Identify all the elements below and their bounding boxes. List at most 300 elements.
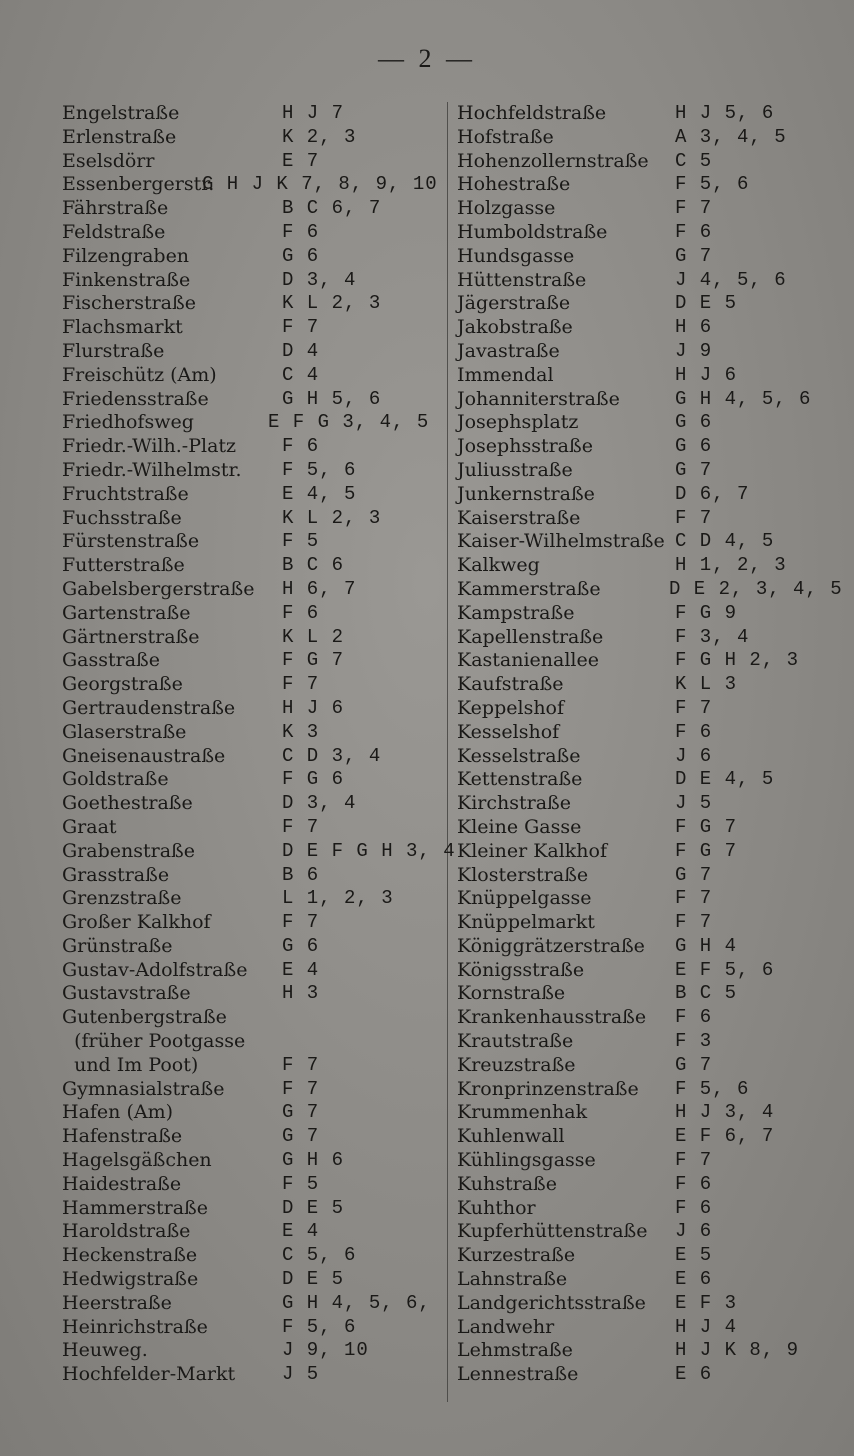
grid-reference: F 7 [675,197,713,220]
street-name: Kurzestraße [457,1244,576,1267]
street-name: Klosterstraße [457,863,589,886]
street-name: Kleine Gasse [457,815,582,838]
index-entry [62,1125,434,1149]
index-entry [62,1149,434,1173]
index-entry [62,864,434,888]
index-entry [457,697,837,721]
grid-reference: K L 2, 3 [282,506,382,529]
index-entry [457,435,837,459]
index-entry [62,792,434,816]
index-entry [457,388,837,412]
index-entry [457,792,837,816]
index-entry [62,911,434,935]
street-name: Kampstraße [457,601,575,624]
grid-reference: F 6 [282,220,320,243]
street-name: Gabelsbergerstraße [62,577,255,600]
index-entry [457,1292,837,1316]
street-name: Jakobstraße [457,316,573,339]
index-entry [62,602,434,626]
grid-reference: G 7 [282,1125,320,1148]
grid-reference: J 6 [675,1220,713,1243]
index-entry [62,1339,434,1363]
index-entry [62,530,434,554]
grid-reference: J 6 [675,744,713,767]
street-name: Knüppelgasse [457,887,592,910]
index-entry [62,1173,434,1197]
street-name: Georgstraße [62,673,183,696]
grid-reference: C 4 [282,363,320,386]
street-name: Erlenstraße [62,125,177,148]
index-entry [62,626,434,650]
index-entry [457,649,837,673]
grid-reference: G 6 [675,435,713,458]
index-entry [62,245,434,269]
index-entry [62,935,434,959]
grid-reference: H J 3, 4 [675,1101,775,1124]
index-entry [62,507,434,531]
street-name: Kapellenstraße [457,625,604,648]
grid-reference: F 7 [282,911,320,934]
left-index-column [62,102,456,1387]
street-name: Gymnasialstraße [62,1077,225,1100]
grid-reference: F 7 [282,1077,320,1100]
index-entry [457,721,837,745]
index-entry [457,1101,837,1125]
grid-reference: D 6, 7 [675,482,750,505]
index-entry [62,1268,434,1292]
grid-reference: B C 6, 7 [282,197,382,220]
grid-reference: D E F G H 3, 4 [282,839,456,862]
street-name: Gutenbergstraße (früher Pootgasse und Im Poot) [62,1006,246,1076]
grid-reference: D E 5 [282,1268,345,1291]
grid-reference: G H J K 7, 8, 9, 10 [202,173,438,196]
index-entry [62,292,434,316]
street-name: Lehmstraße [457,1339,573,1362]
street-name: Haroldstraße [62,1220,191,1243]
grid-reference: E F 3 [675,1291,738,1314]
street-name: Grenzstraße [62,887,182,910]
street-name: Friedensstraße [62,387,209,410]
street-name: Königsstraße [457,958,585,981]
grid-reference: F G 9 [675,601,738,624]
street-name: Fuchsstraße [62,506,182,529]
grid-reference: G H 5, 6 [282,387,382,410]
street-name: Hüttenstraße [457,268,587,291]
street-name: Grabenstraße [62,839,195,862]
grid-reference: F G 7 [675,839,738,862]
grid-reference: G H 4, 5, 6, [282,1291,431,1314]
grid-reference: D 4 [282,339,320,362]
street-name: Gneisenaustraße [62,744,226,767]
street-name: Junkernstraße [457,482,595,505]
index-entry [62,982,434,1006]
index-entry [457,673,837,697]
index-entry [457,1268,837,1292]
grid-reference: C D 4, 5 [675,530,775,553]
index-entry [62,459,434,483]
grid-reference: F 6 [675,1196,713,1219]
grid-reference: H 6 [675,316,713,339]
street-name: Gasstraße [62,649,160,672]
street-name: Heerstraße [62,1291,172,1314]
street-name: Fährstraße [62,197,169,220]
street-name: Kirchstraße [457,792,571,815]
index-entry [62,578,434,602]
index-entry [62,1078,434,1102]
street-name: Goethestraße [62,792,193,815]
index-entry [457,1054,837,1078]
index-entry [62,197,434,221]
grid-reference: F 7 [675,506,713,529]
index-entry [62,102,434,126]
street-name: Krummenhak [457,1101,588,1124]
grid-reference: F 6 [282,601,320,624]
index-entry [62,673,434,697]
index-entry [457,126,837,150]
street-name: Kaiserstraße [457,506,581,529]
street-name: Grasstraße [62,863,170,886]
street-name: Landgerichtsstraße [457,1291,646,1314]
index-entry [457,626,837,650]
grid-reference: C D 3, 4 [282,744,382,767]
street-name: Kaiser-Wilhelmstraße [457,530,665,553]
street-name: Hofstraße [457,125,554,148]
grid-reference: F 6 [675,1006,713,1029]
street-name: Hohestraße [457,173,571,196]
index-entry [457,1125,837,1149]
street-name: Kuhthor [457,1196,536,1219]
street-name: Heinrichstraße [62,1315,208,1338]
street-name: Haidestraße [62,1172,182,1195]
index-entry [62,316,434,340]
index-entry [457,1220,837,1244]
street-name: Goldstraße [62,768,169,791]
street-name: Lahnstraße [457,1268,568,1291]
index-entry [457,1078,837,1102]
index-entry [457,1030,837,1054]
grid-reference: J 5 [282,1363,320,1386]
grid-reference: J 9, 10 [282,1339,369,1362]
street-name: Holzgasse [457,197,556,220]
grid-reference: H 3 [282,982,320,1005]
street-name: Kupferhüttenstraße [457,1220,648,1243]
index-entry [62,697,434,721]
grid-reference: J 4, 5, 6 [675,268,787,291]
street-name: Lennestraße [457,1363,579,1386]
index-entry [457,602,837,626]
index-entry [457,911,837,935]
grid-reference: G H 6 [282,1149,345,1172]
grid-reference: F 6 [675,720,713,743]
street-name: Feldstraße [62,220,166,243]
grid-reference: D E 2, 3, 4, 5 [669,577,843,600]
street-name: Javastraße [457,339,560,362]
grid-reference: G H 4, 5, 6 [675,387,812,410]
grid-reference: C 5 [675,149,713,172]
index-entry [457,1006,837,1030]
street-name: Hammerstraße [62,1196,208,1219]
index-entry [457,1173,837,1197]
index-entry [457,982,837,1006]
index-entry [62,649,434,673]
index-entry [62,150,434,174]
grid-reference: F 6 [282,435,320,458]
index-entry [62,1006,434,1077]
index-entry [62,126,434,150]
street-name: Heuweg. [62,1339,148,1362]
index-entry [457,1197,837,1221]
street-name: Grünstraße [62,934,173,957]
street-name: Hafenstraße [62,1125,183,1148]
grid-reference: F 5, 6 [675,1077,750,1100]
index-entry [62,173,438,197]
index-entry [457,292,837,316]
street-name: Gertraudenstraße [62,696,236,719]
index-entry [457,483,837,507]
grid-reference: F 5 [282,530,320,553]
index-entry [457,1149,837,1173]
street-name: Kronprinzenstraße [457,1077,639,1100]
index-entry [62,1220,434,1244]
street-name: Juliusstraße [457,458,573,481]
grid-reference: F G 7 [675,815,738,838]
index-entry [457,102,837,126]
grid-reference: B C 6 [282,554,345,577]
index-entry [62,721,434,745]
street-name: Filzengraben [62,244,190,267]
grid-reference: F 3 [675,1030,713,1053]
grid-reference: F 7 [675,911,713,934]
grid-reference: F G H 2, 3 [675,649,800,672]
street-name: Kühlingsgasse [457,1149,596,1172]
street-name: Fruchtstraße [62,482,189,505]
grid-reference: F 5, 6 [675,173,750,196]
street-name: Kuhstraße [457,1172,557,1195]
street-name: Immendal [457,363,554,386]
grid-reference: E 6 [675,1363,713,1386]
index-entry [62,839,456,864]
index-entry [62,411,434,435]
index-entry [62,483,434,507]
grid-reference: D E 4, 5 [675,768,775,791]
grid-reference: G 7 [675,863,713,886]
street-name: Kesselstraße [457,744,581,767]
street-name: Essenbergerstr. [62,173,215,196]
grid-reference: H J 5, 6 [675,102,775,124]
index-entry [62,1197,434,1221]
grid-reference: F 5 [282,1172,320,1195]
grid-reference: G 6 [282,244,320,267]
grid-reference: H 1, 2, 3 [675,554,787,577]
grid-reference: E 5 [675,1244,713,1267]
index-entry [457,745,837,769]
index-entry [457,245,837,269]
grid-reference: H J 6 [675,363,738,386]
grid-reference: G 7 [675,244,713,267]
column-divider [447,102,448,1402]
index-entry [62,1292,434,1316]
street-name: Großer Kalkhof [62,911,211,934]
grid-reference: D 3, 4 [282,792,357,815]
street-name: Hochfelder-Markt [62,1363,236,1386]
grid-reference: F 3, 4 [675,625,750,648]
index-entry [62,1363,434,1387]
grid-reference: A 3, 4, 5 [675,125,787,148]
grid-reference: F 7 [282,1053,320,1076]
index-entry [457,577,843,602]
index-entry [62,435,434,459]
index-entry [62,554,434,578]
street-name: Heckenstraße [62,1244,198,1267]
grid-reference: E F G 3, 4, 5 [268,411,430,434]
street-name: Friedr.-Wilhelmstr. [62,458,242,481]
street-name: Freischütz (Am) [62,363,217,386]
grid-reference: F 7 [282,815,320,838]
grid-reference: H J 7 [282,102,345,124]
index-entry [62,1244,434,1268]
grid-reference: K 3 [282,720,320,743]
street-name: Gustav-Adolfstraße [62,958,248,981]
grid-reference: F 7 [282,673,320,696]
index-entry [457,411,837,435]
grid-reference: F 7 [675,887,713,910]
street-name: Königgrätzerstraße [457,934,645,957]
index-entry [457,221,837,245]
index-entry [457,1316,837,1340]
index-entry [457,364,837,388]
index-entry [457,269,837,293]
street-name: Futterstraße [62,554,185,577]
index-entry [457,1244,837,1268]
grid-reference: D 3, 4 [282,268,357,291]
index-entry [457,459,837,483]
index-entry [457,887,837,911]
grid-reference: G 7 [282,1101,320,1124]
street-name: Kreuzstraße [457,1053,576,1076]
index-entry [457,173,837,197]
grid-reference: F 6 [675,220,713,243]
grid-reference: K L 2, 3 [282,292,382,315]
street-name: Flachsmarkt [62,316,183,339]
index-entry [457,1363,837,1387]
grid-reference: F G 6 [282,768,345,791]
grid-reference: F 6 [675,1172,713,1195]
index-entry [457,530,837,554]
index-entry [62,388,434,412]
index-entry [62,1316,434,1340]
index-entry [62,340,434,364]
street-name: Johanniterstraße [457,387,620,410]
index-entry [457,150,837,174]
grid-reference: F 5, 6 [282,1315,357,1338]
index-entry [457,816,837,840]
street-name: Glaserstraße [62,720,187,743]
grid-reference: F 7 [675,696,713,719]
street-name: Hafen (Am) [62,1101,174,1124]
street-name: Humboldstraße [457,220,608,243]
index-entry [457,340,837,364]
grid-reference: G 7 [675,1053,713,1076]
grid-reference: L 1, 2, 3 [282,887,394,910]
index-entry [62,364,434,388]
street-name: Hagelsgäßchen [62,1149,212,1172]
index-entry [62,816,434,840]
street-name: Hundsgasse [457,244,575,267]
street-name: Landwehr [457,1315,555,1338]
street-name: Fürstenstraße [62,530,200,553]
street-name: Kastanienallee [457,649,599,672]
street-name: Kesselshof [457,720,560,743]
grid-reference: B C 5 [675,982,738,1005]
index-entry [457,197,837,221]
index-entry [62,887,434,911]
index-entry [457,959,837,983]
grid-reference: H 6, 7 [282,577,357,600]
street-name: Fischerstraße [62,292,196,315]
grid-reference: E 4, 5 [282,482,357,505]
grid-reference: E 4 [282,1220,320,1243]
grid-reference: E 4 [282,958,320,981]
street-name: Flurstraße [62,339,165,362]
grid-reference: E 6 [675,1268,713,1291]
right-index-column [457,102,843,1387]
street-name: Krankenhausstraße [457,1006,647,1029]
grid-reference: K L 3 [675,673,738,696]
street-name: Gärtnerstraße [62,625,200,648]
index-entry [457,507,837,531]
index-entry [62,745,434,769]
street-name: Gustavstraße [62,982,191,1005]
grid-reference: D E 5 [282,1196,345,1219]
index-entry [457,935,837,959]
street-name: Kammerstraße [457,577,601,600]
street-name: Kaufstraße [457,673,564,696]
street-name: Kettenstraße [457,768,583,791]
street-name: Hedwigstraße [62,1268,199,1291]
grid-reference: F 7 [282,316,320,339]
street-name: Hochfeldstraße [457,102,607,124]
index-entry [62,959,434,983]
street-name: Graat [62,815,117,838]
index-entry [457,864,837,888]
street-name: Kornstraße [457,982,566,1005]
index-entry [62,768,434,792]
street-name: Josephsplatz [457,411,579,434]
grid-reference: E 7 [282,149,320,172]
index-entry [62,269,434,293]
index-entry [62,1101,434,1125]
grid-reference: G 6 [282,934,320,957]
street-name: Engelstraße [62,102,180,124]
grid-reference: H J 4 [675,1315,738,1338]
grid-reference: B 6 [282,863,320,886]
street-name: Jägerstraße [457,292,571,315]
grid-reference: C 5, 6 [282,1244,357,1267]
grid-reference: F 5, 6 [282,458,357,481]
street-name: Friedr.-Wilh.-Platz [62,435,237,458]
street-name: Finkenstraße [62,268,191,291]
grid-reference: J 9 [675,339,713,362]
grid-reference: G 7 [675,458,713,481]
index-entry [457,768,837,792]
page-number: — 2 — [378,44,476,73]
street-name: Gartenstraße [62,601,191,624]
index-entry [457,316,837,340]
grid-reference: E F 5, 6 [675,958,775,981]
grid-reference: F G 7 [282,649,345,672]
grid-reference: E F 6, 7 [675,1125,775,1148]
grid-reference: K 2, 3 [282,125,357,148]
